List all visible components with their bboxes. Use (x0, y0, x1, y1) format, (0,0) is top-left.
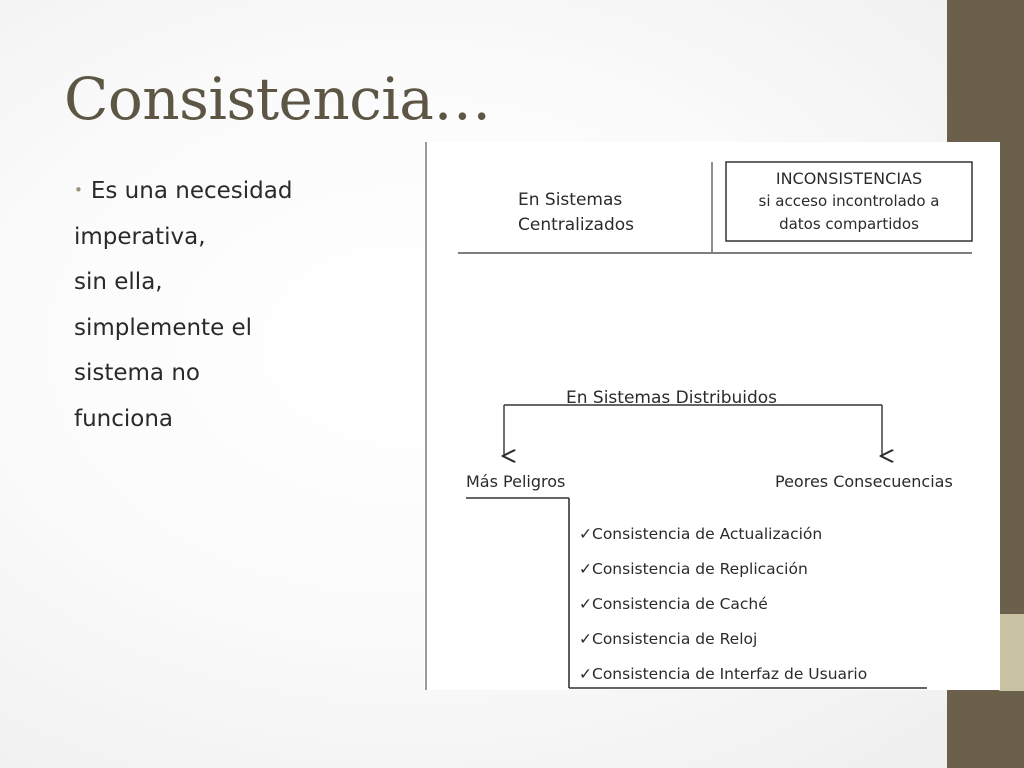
inconsistencias-line1: si acceso incontrolado a (758, 192, 940, 210)
checklist-item-label: Consistencia de Caché (592, 595, 768, 613)
check-icon: ✓ (579, 525, 592, 543)
checklist-item-label: Consistencia de Reloj (592, 630, 758, 648)
body-line-text: Es una necesidad (90, 178, 293, 204)
inconsistencias-title: INCONSISTENCIAS (775, 169, 923, 188)
checklist-item (579, 525, 822, 543)
right-branch-label: Peores Consecuencias (775, 472, 953, 491)
body-line-5: sistema no (74, 360, 200, 386)
body-line-2: imperativa, (74, 223, 206, 250)
check-icon: ✓ (579, 595, 592, 613)
body-line-6: funciona (74, 405, 174, 432)
checklist-item (579, 665, 867, 683)
centralized-label-line1: En Sistemas (518, 190, 623, 210)
bullet-icon: • (74, 181, 83, 199)
checklist-item (579, 630, 757, 648)
checklist-item (579, 560, 808, 578)
centralized-label-line2: Centralizados (518, 215, 635, 235)
body-line-4: simplemente el (74, 314, 253, 341)
check-icon: ✓ (579, 665, 592, 683)
check-icon: ✓ (579, 560, 592, 578)
checklist-item-label: Consistencia de Interfaz de Usuario (592, 665, 868, 683)
left-branch-label: Más Peligros (466, 472, 566, 491)
side-accent-tab (999, 614, 1024, 691)
checklist (579, 525, 867, 683)
checklist-item-label: Consistencia de Replicación (592, 560, 808, 578)
body-line-1 (74, 172, 404, 218)
body-line-3: sin ella, (74, 269, 163, 295)
consistency-diagram (424, 142, 1000, 690)
check-icon: ✓ (579, 630, 592, 648)
slide-body (74, 172, 404, 445)
inconsistencias-line2: datos compartidos (779, 215, 919, 233)
diagram-svg (424, 142, 1000, 690)
distributed-label: En Sistemas Distribuidos (566, 388, 778, 408)
slide-title: Consistencia… (64, 65, 491, 133)
checklist-item (579, 595, 768, 613)
checklist-item-label: Consistencia de Actualización (592, 525, 823, 543)
